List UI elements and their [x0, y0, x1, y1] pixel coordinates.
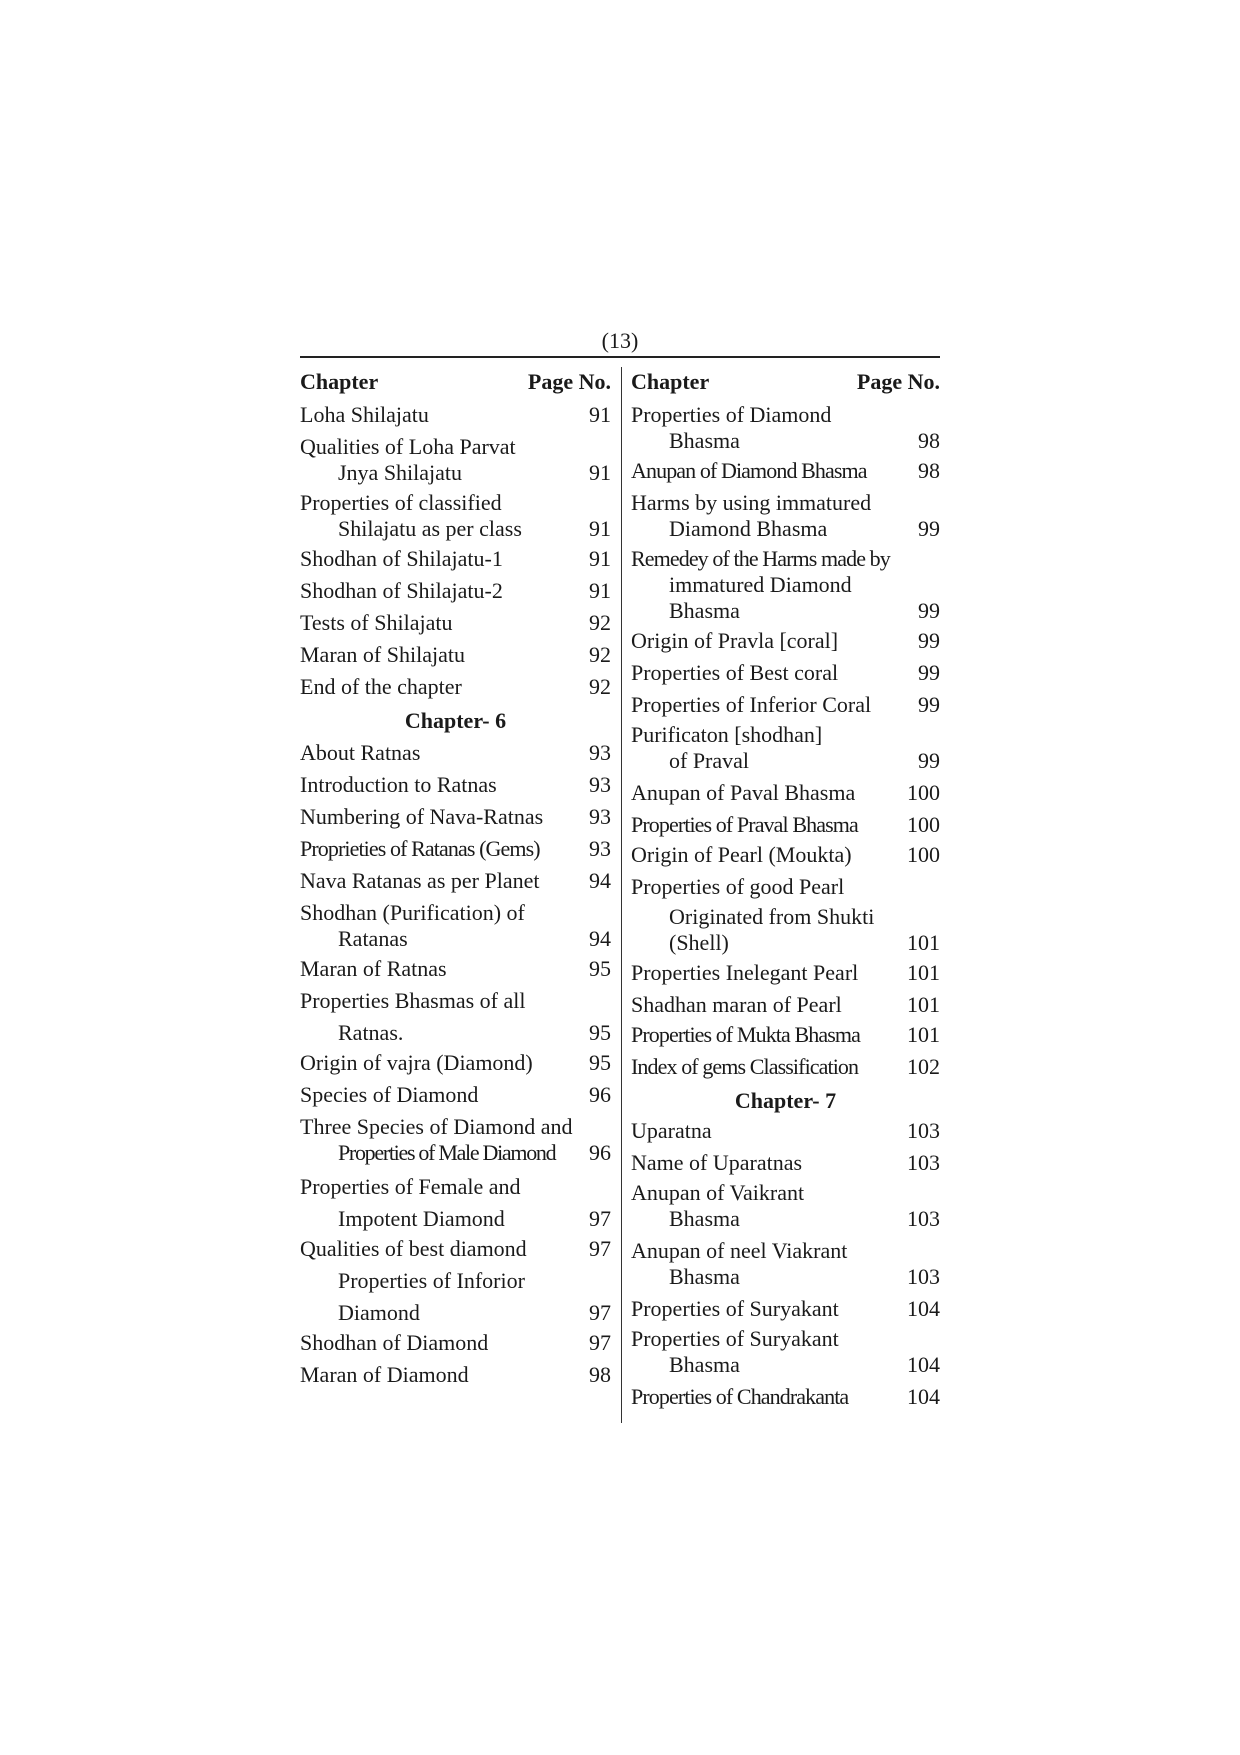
toc-entry: [631, 722, 940, 774]
toc-right-column: [631, 366, 940, 1409]
entry-title: Three Species of Diamond and: [300, 1114, 573, 1139]
toc-entry: [631, 402, 940, 454]
entry-title-cont: (Shell): [669, 930, 729, 955]
entry-title-cont: Diamond Bhasma: [669, 516, 828, 541]
entry-title: Properties of Praval Bhasma: [631, 812, 858, 837]
entry-title: Properties of Inforior: [338, 1268, 525, 1293]
entry-page: 99: [918, 516, 940, 541]
entry-page: 93: [589, 772, 611, 797]
entry-title: Shodhan (Purification) of: [300, 900, 525, 925]
entry-title: Properties of Female and: [300, 1174, 521, 1199]
entry-page: 93: [589, 836, 611, 861]
toc-entry: [300, 804, 611, 830]
column-divider: [621, 367, 622, 1423]
toc-entry: [300, 490, 611, 542]
entry-title: Properties of Suryakant: [631, 1296, 839, 1321]
entry-title: Origin of Pearl (Moukta): [631, 842, 852, 867]
entry-page: 98: [918, 458, 940, 483]
top-rule: [300, 356, 940, 358]
entry-title: Name of Uparatnas: [631, 1150, 803, 1175]
page-no-header: Page No.: [856, 369, 940, 394]
entry-title: Qualities of best diamond: [300, 1236, 527, 1261]
entry-title: Harms by using immatured: [631, 490, 872, 515]
entry-title-cont: immatured Diamond: [669, 572, 852, 597]
entry-title: Anupan of Vaikrant: [631, 1180, 805, 1205]
entry-title: Qualities of Loha Parvat: [300, 434, 516, 459]
toc-entry: [631, 1054, 940, 1080]
toc-entry: [631, 1384, 940, 1410]
entry-page: 99: [918, 692, 940, 717]
entry-title: Nava Ratanas as per Planet: [300, 868, 540, 893]
entry-title-cont: Bhasma: [669, 1264, 740, 1289]
toc-entry: [300, 642, 611, 668]
entry-page: 99: [918, 660, 940, 685]
toc-entry: [631, 874, 940, 956]
entry-title-cont: Diamond: [338, 1300, 420, 1325]
toc-entry: [631, 780, 940, 806]
toc-entry: [631, 1238, 940, 1290]
entry-page: 92: [589, 642, 611, 667]
entry-page: 95: [589, 956, 611, 981]
entry-title: Shadhan maran of Pearl: [631, 992, 842, 1017]
entry-title-cont: Shilajatu as per class: [338, 516, 522, 541]
entry-page: 104: [907, 1352, 940, 1377]
entry-title: Numbering of Nava-Ratnas: [300, 804, 544, 829]
entry-page: 101: [907, 930, 940, 955]
entry-title: Shodhan of Shilajatu-2: [300, 578, 503, 603]
entry-title: About Ratnas: [300, 740, 421, 765]
entry-title: Properties of Mukta Bhasma: [631, 1022, 860, 1047]
entry-title-cont: Bhasma: [669, 1352, 740, 1377]
entry-title: Shodhan of Shilajatu-1: [300, 546, 503, 571]
entry-page: 95: [589, 1050, 611, 1075]
toc-entry: [631, 628, 940, 654]
entry-page: 97: [589, 1236, 611, 1261]
entry-page: 91: [589, 460, 611, 485]
toc-entry: [631, 1326, 940, 1378]
toc-entry: [631, 812, 940, 838]
entry-page: 101: [907, 1022, 940, 1047]
entry-title-cont: of Praval: [669, 748, 750, 773]
entry-page: 91: [589, 546, 611, 571]
entry-title: Shodhan of Diamond: [300, 1330, 489, 1355]
toc-entry: [631, 992, 940, 1018]
entry-title: Tests of Shilajatu: [300, 610, 453, 635]
entry-page: 103: [907, 1150, 940, 1175]
entry-title: Properties Inelegant Pearl: [631, 960, 859, 985]
entry-title-cont: Jnya Shilajatu: [338, 460, 463, 485]
page-no-header: Page No.: [527, 369, 611, 394]
toc-entry: [631, 692, 940, 718]
toc-entry: [300, 1082, 611, 1108]
entry-page: 103: [907, 1118, 940, 1143]
toc-entry: [631, 546, 940, 624]
entry-page: 96: [589, 1082, 611, 1107]
entry-title: Maran of Ratnas: [300, 956, 447, 981]
entry-title: Index of gems Classification: [631, 1054, 859, 1079]
toc-entry: [300, 610, 611, 636]
entry-title: Purificaton [shodhan]: [631, 722, 823, 747]
entry-page: 100: [907, 812, 940, 837]
entry-page: 97: [589, 1300, 611, 1325]
page-number: (13): [601, 328, 639, 353]
entry-title: Properties of good Pearl: [631, 874, 845, 899]
toc-entry: [300, 1268, 611, 1326]
entry-title: Loha Shilajatu: [300, 402, 429, 427]
toc-entry: [300, 836, 611, 862]
entry-title: Properties of Suryakant: [631, 1326, 839, 1351]
entry-page: 101: [907, 960, 940, 985]
entry-title: Properties Bhasmas of all: [300, 988, 526, 1013]
toc-entry: [300, 578, 611, 604]
entry-title: Uparatna: [631, 1118, 712, 1143]
entry-page: 94: [589, 926, 611, 951]
entry-title-cont: Ratnas.: [338, 1020, 404, 1045]
toc-entry: [631, 1180, 940, 1232]
toc-entry: [300, 402, 611, 428]
entry-page: 98: [918, 428, 940, 453]
entry-title-cont: Bhasma: [669, 598, 740, 623]
entry-title: Anupan of Diamond Bhasma: [631, 458, 867, 483]
toc-entry: [631, 1118, 940, 1144]
toc-entry: [300, 1050, 611, 1076]
toc-entry: [631, 1022, 940, 1048]
entry-page: 91: [589, 516, 611, 541]
toc-entry: [300, 900, 611, 952]
chapter-header: Chapter: [631, 369, 710, 394]
entry-title: Proprieties of Ratanas (Gems): [300, 836, 540, 861]
entry-page: 92: [589, 674, 611, 699]
entry-page: 100: [907, 842, 940, 867]
entry-page: 104: [907, 1384, 940, 1409]
entry-page: 94: [589, 868, 611, 893]
entry-page: 93: [589, 740, 611, 765]
toc-entry: [631, 458, 940, 484]
entry-page: 104: [907, 1296, 940, 1321]
toc-entry: [631, 1296, 940, 1322]
entry-page: 92: [589, 610, 611, 635]
toc-entry: [300, 1174, 611, 1232]
entry-page: 97: [589, 1206, 611, 1231]
entry-page: 103: [907, 1264, 940, 1289]
entry-page: 100: [907, 780, 940, 805]
toc-entry: [300, 1330, 611, 1356]
toc-entry: [631, 960, 940, 986]
toc-entry: [300, 868, 611, 894]
entry-title: Origin of vajra (Diamond): [300, 1050, 533, 1075]
entry-page: 99: [918, 748, 940, 773]
entry-title: Properties of classified: [300, 490, 502, 515]
entry-title-cont: Bhasma: [669, 1206, 740, 1231]
chapter-header: Chapter: [300, 369, 379, 394]
entry-title: Anupan of Paval Bhasma: [631, 780, 856, 805]
entry-title: End of the chapter: [300, 674, 462, 699]
entry-page: 103: [907, 1206, 940, 1231]
entry-title: Species of Diamond: [300, 1082, 479, 1107]
entry-page: 96: [589, 1140, 611, 1165]
toc-entry: [300, 1362, 611, 1388]
toc-entry: [300, 674, 611, 700]
entry-page: 95: [589, 1020, 611, 1045]
entry-page: 99: [918, 598, 940, 623]
entry-title: Properties of Inferior Coral: [631, 692, 872, 717]
entry-page: 91: [589, 578, 611, 603]
chapter-heading: Chapter- 7: [734, 1088, 837, 1113]
entry-title: Anupan of neel Viakrant: [631, 1238, 848, 1263]
toc-entry: [631, 490, 940, 542]
entry-page: 101: [907, 992, 940, 1017]
entry-page: 99: [918, 628, 940, 653]
toc-entry: [300, 434, 611, 486]
entry-title-cont: Impotent Diamond: [338, 1206, 505, 1231]
entry-title: Maran of Diamond: [300, 1362, 469, 1387]
entry-title: Origin of Pravla [coral]: [631, 628, 839, 653]
entry-title: Introduction to Ratnas: [300, 772, 497, 797]
toc-entry: [631, 660, 940, 686]
toc-entry: [300, 772, 611, 798]
entry-page: 91: [589, 402, 611, 427]
toc-entry: [631, 1150, 940, 1176]
entry-page: 98: [589, 1362, 611, 1387]
entry-page: 97: [589, 1330, 611, 1355]
toc-entry: [631, 842, 940, 868]
entry-title: Maran of Shilajatu: [300, 642, 465, 667]
entry-title: Properties of Chandrakanta: [631, 1384, 849, 1409]
entry-title-cont: Properties of Male Diamond: [338, 1140, 556, 1165]
toc-entry: [300, 1114, 611, 1166]
entry-title: Properties of Best coral: [631, 660, 839, 685]
column-header: [300, 366, 611, 398]
toc-entry: [300, 1236, 611, 1262]
entry-title: Remedey of the Harms made by: [631, 546, 890, 571]
toc-entry: [300, 956, 611, 982]
toc-entry: [300, 988, 611, 1046]
entry-title-cont: Originated from Shukti: [669, 904, 875, 929]
toc-left-column: [300, 366, 611, 1387]
entry-page: 93: [589, 804, 611, 829]
entry-title: Properties of Diamond: [631, 402, 832, 427]
toc-entry: [300, 546, 611, 572]
entry-title-cont: Bhasma: [669, 428, 740, 453]
chapter-heading: Chapter- 6: [404, 708, 507, 733]
entry-title-cont: Ratanas: [338, 926, 408, 951]
entry-page: 102: [907, 1054, 940, 1079]
column-header: [631, 366, 940, 398]
toc-entry: [300, 740, 611, 766]
